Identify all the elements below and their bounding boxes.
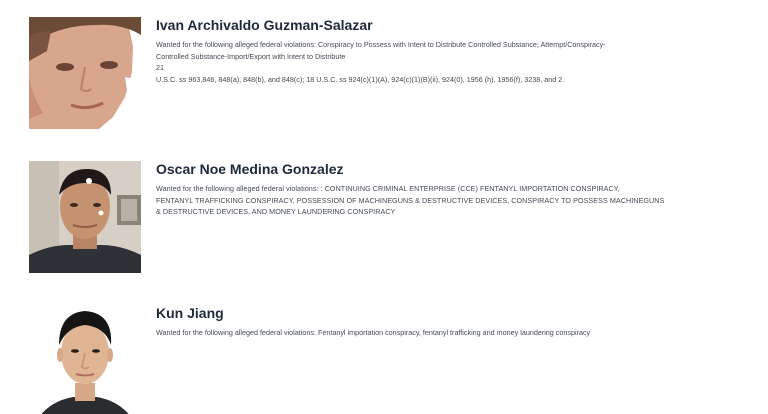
fugitive-card [29,17,701,129]
description-line: Controlled Substance-Import/Export with Intent to Distribute [156,51,346,61]
fugitive-name[interactable]: Kun Jiang [156,305,224,321]
portrait-photo-icon [29,17,141,129]
fugitive-description [156,183,701,218]
fugitive-photo[interactable] [29,17,141,129]
fugitive-card [29,161,701,273]
fugitive-description [156,327,701,339]
description-line: Wanted for the following alleged federal violations: : CONTINUING CRIMINAL ENTERPRISE (CCE) FENTANYL IMPORTATION CONSPIRACY, [156,184,620,193]
fugitive-description [156,39,701,85]
description-line: U.S.C. ss 963,846, 848(a), 848(b), and 848(c); 18 U.S.C. ss 924(c)(1)(A), 924(c)(1)(B)(ii), 924(0), 1956 (h), 1956(f), 3238, and 2. [156,74,565,84]
description-line: & DESTRUCTIVE DEVICES, AND MONEY LAUNDERING CONSPIRACY [156,207,396,216]
portrait-photo-icon [29,305,141,414]
fugitive-photo[interactable] [29,305,141,414]
description-line: 21 [156,63,164,72]
description-line: Wanted for the following alleged federal violations: Fentanyl importation conspiracy, fentanyl trafficking and money laundering conspiracy [156,328,591,337]
fugitive-name[interactable]: Ivan Archivaldo Guzman-Salazar [156,17,373,33]
fugitive-name[interactable]: Oscar Noe Medina Gonzalez [156,161,344,177]
portrait-photo-icon [29,161,141,273]
fugitive-card [29,305,701,414]
fugitive-photo[interactable] [29,161,141,273]
description-line: FENTANYL TRAFFICKING CONSPIRACY, POSSESSION OF MACHINEGUNS & DESTRUCTIVE DEVICES, CONSPIRACY TO POSSESS MACHINEGUNS [156,195,665,205]
description-line: Wanted for the following alleged federal violations: Conspiracy to Possess with Intent to Distribute Controlled Substance; Attempt/Conspiracy- [156,40,606,49]
